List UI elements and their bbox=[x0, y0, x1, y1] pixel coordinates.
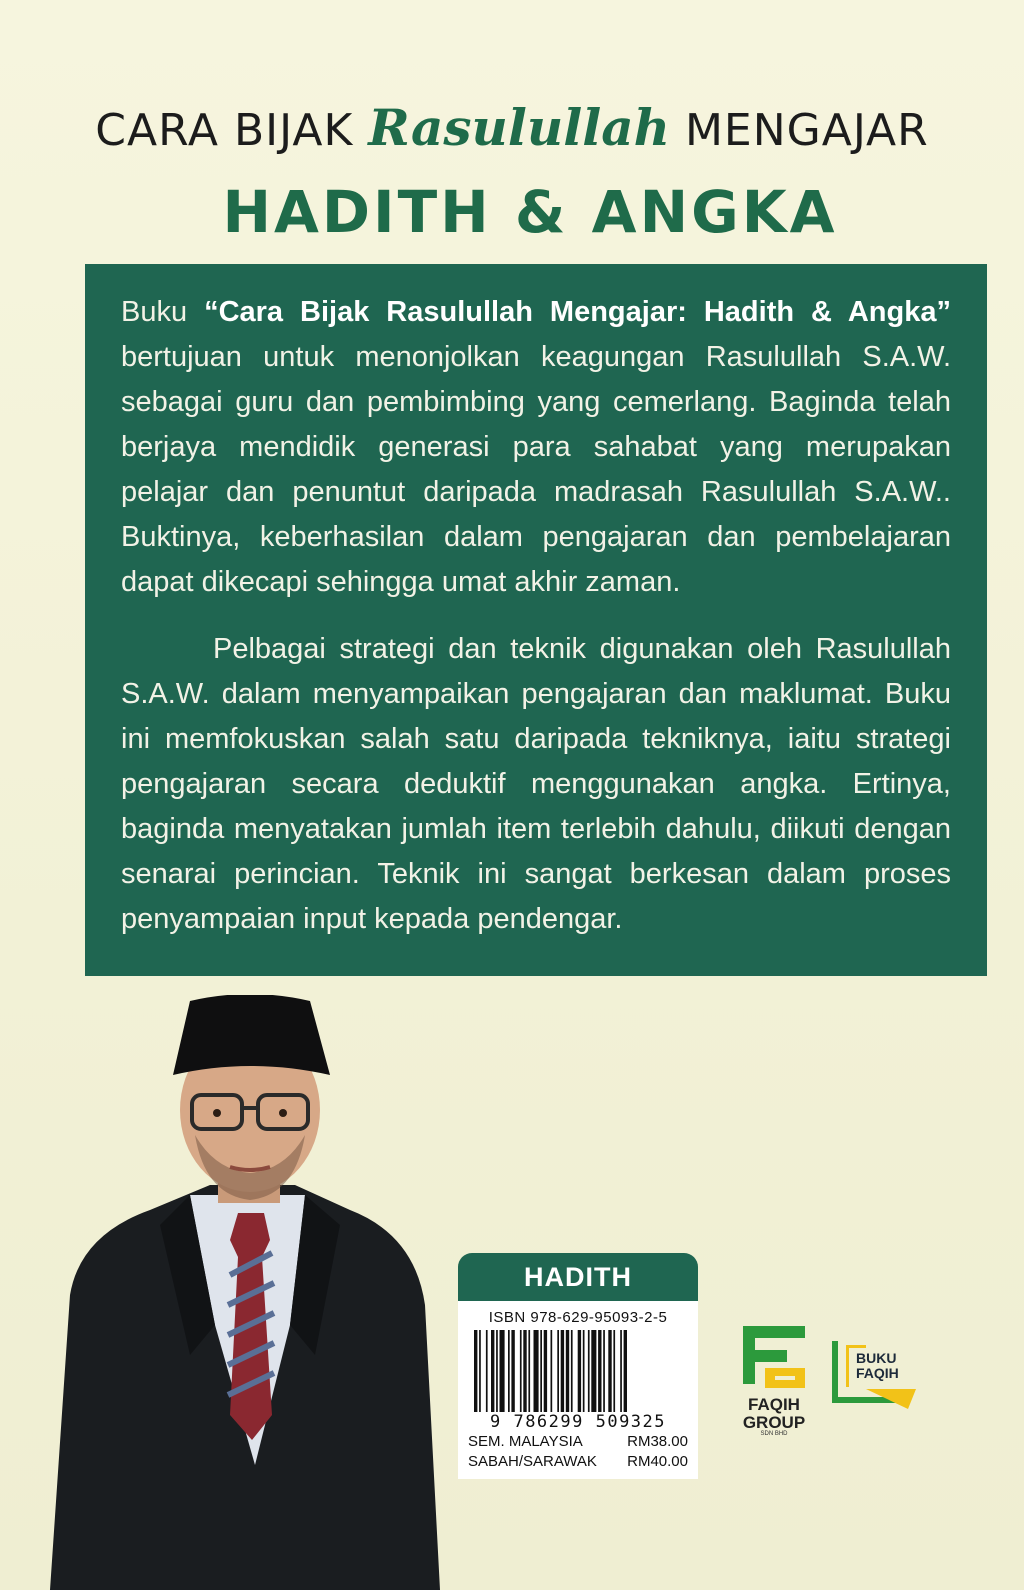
barcode-bar bbox=[578, 1330, 581, 1412]
blurb-paragraph-2: Pelbagai strategi dan teknik digunakan oleh Rasulullah S.A.W. dalam menyampaikan pengajaran dan maklumat. Buku ini memfokuskan salah satu daripada tekniknya, iaitu strategi pengajaran secara deduktif menggunakan angka. Ertinya, baginda menyatakan jumlah item terlebih dahulu, diikuti dengan senarai perincian. Teknik ini sangat berkesan dalam proses penyampaian input kepada pendengar. bbox=[121, 633, 951, 935]
barcode-digits: 9 786299 509325 bbox=[489, 1412, 667, 1432]
logo-name-1: FAQIH bbox=[748, 1395, 800, 1414]
barcode-bar bbox=[544, 1330, 547, 1412]
barcode-bar bbox=[608, 1330, 611, 1412]
barcode-bar bbox=[620, 1330, 622, 1412]
price-region: SEM. MALAYSIA bbox=[468, 1433, 583, 1450]
barcode-bar bbox=[523, 1330, 526, 1412]
barcode-bar bbox=[566, 1330, 569, 1412]
book-subtitle: HADITH & ANGKA bbox=[222, 178, 838, 246]
imprint-name bbox=[856, 1351, 899, 1381]
buku-faqih-logo bbox=[826, 1337, 926, 1417]
barcode-bar bbox=[591, 1330, 596, 1412]
faqih-group-logo bbox=[728, 1318, 820, 1438]
barcode-card bbox=[458, 1301, 698, 1479]
logo-name-2: GROUP bbox=[742, 1413, 806, 1432]
barcode-bar bbox=[520, 1330, 522, 1412]
barcode-bar bbox=[486, 1330, 488, 1412]
isbn-number: ISBN 978-629-95093-2-5 bbox=[488, 1309, 668, 1326]
barcode-bar bbox=[491, 1330, 494, 1412]
blurb-paragraph-1 bbox=[121, 290, 951, 605]
barcode-panel bbox=[458, 1253, 698, 1479]
blurb-intro: Buku bbox=[121, 296, 205, 328]
fg-monogram-icon bbox=[735, 1318, 813, 1390]
barcode-bar bbox=[551, 1330, 553, 1412]
blurb-book-title: “Cara Bijak Rasulullah Mengajar: Hadith & Angka” bbox=[204, 296, 951, 328]
price-value: RM40.00 bbox=[627, 1453, 688, 1470]
title-part-1: CARA BIJAK bbox=[95, 105, 369, 156]
barcode-bar bbox=[588, 1330, 590, 1412]
barcode-bar bbox=[479, 1330, 481, 1412]
barcode-bar bbox=[624, 1330, 627, 1412]
barcode-bar bbox=[583, 1330, 585, 1412]
barcode-bar bbox=[534, 1330, 539, 1412]
barcode-bar bbox=[603, 1330, 605, 1412]
barcode-bar bbox=[474, 1330, 477, 1412]
barcode-bar bbox=[557, 1330, 559, 1412]
title-script-word: Rasulullah bbox=[368, 98, 670, 157]
price-row-peninsular bbox=[468, 1432, 688, 1452]
title-part-2: MENGAJAR bbox=[669, 105, 929, 156]
barcode-bar bbox=[571, 1330, 573, 1412]
price-row-east bbox=[468, 1452, 688, 1472]
title-line-1 bbox=[0, 98, 1024, 157]
price-region: SABAH/SARAWAK bbox=[468, 1453, 597, 1470]
barcode-image bbox=[468, 1330, 688, 1412]
barcode-bar bbox=[528, 1330, 530, 1412]
barcode-bar bbox=[508, 1330, 510, 1412]
category-label: HADITH bbox=[458, 1253, 698, 1301]
barcode-bar bbox=[511, 1330, 514, 1412]
barcode-bar bbox=[598, 1330, 601, 1412]
barcode-bar bbox=[496, 1330, 498, 1412]
price-value: RM38.00 bbox=[627, 1433, 688, 1450]
imprint-word-1: BUKU bbox=[856, 1350, 897, 1366]
author-photo bbox=[40, 995, 460, 1590]
blurb-body-1: bertujuan untuk menonjolkan keagungan Rasulullah S.A.W. sebagai guru dan pembimbing yang cemerlang. Baginda telah berjaya mendidik generasi para sahabat yang merupakan pelajar dan penuntut daripada madrasah Rasulullah S.A.W.. Buktinya, keberhasilan dalam pengajaran dan pembelajaran dapat dikecapi sehingga umat akhir zaman. bbox=[121, 341, 951, 598]
blurb-box bbox=[85, 264, 987, 976]
barcode-bar bbox=[613, 1330, 615, 1412]
barcode-bar bbox=[500, 1330, 505, 1412]
imprint-word-2: FAQIH bbox=[856, 1365, 899, 1381]
logo-sub: SDN BHD bbox=[760, 1431, 788, 1437]
barcode-bar bbox=[540, 1330, 542, 1412]
barcode-bar bbox=[561, 1330, 564, 1412]
